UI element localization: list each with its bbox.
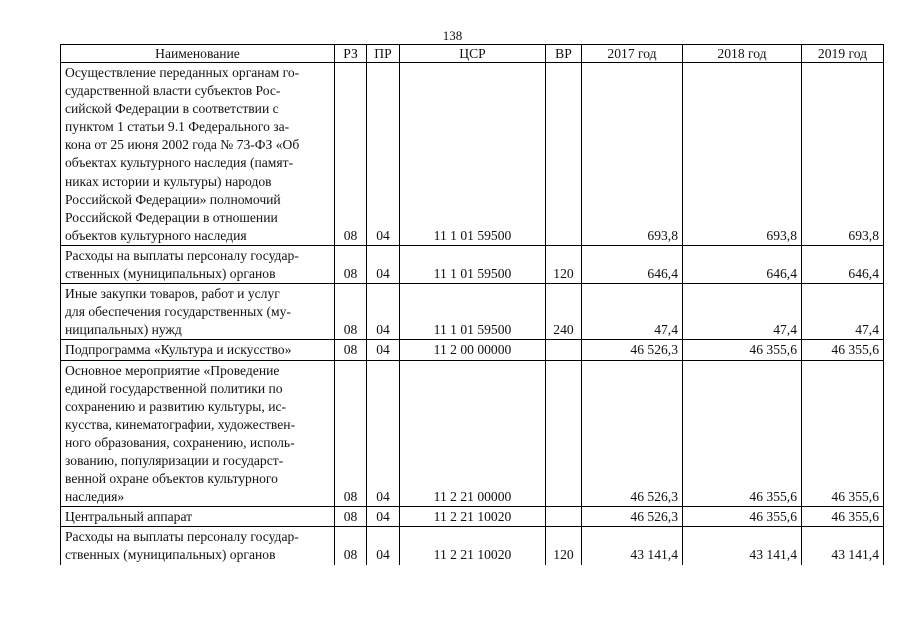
name-line: Российской Федерации» полномочий — [65, 191, 281, 207]
cell-rz: 08 — [335, 507, 367, 527]
cell-rz: 08 — [335, 245, 367, 283]
header-csr: ЦСР — [400, 45, 546, 63]
name-line: Российской Федерации в отношении — [65, 209, 278, 225]
cell-y2018: 46 355,6 — [683, 360, 802, 507]
name-line: ственных (муниципальных) органов — [65, 266, 276, 282]
cell-vr — [546, 340, 582, 360]
name-line: для обеспечения государственных (му- — [65, 304, 291, 320]
cell-csr: 11 1 01 59500 — [400, 284, 546, 340]
table-row — [61, 507, 884, 527]
cell-y2019: 693,8 — [802, 63, 884, 246]
cell-csr: 11 2 21 10020 — [400, 527, 546, 565]
table-row — [61, 527, 884, 565]
cell-y2018: 693,8 — [683, 63, 802, 246]
name-line: венной охране объектов культурного — [65, 471, 278, 487]
name-line: сохранению и развитию культуры, ис- — [65, 398, 287, 414]
cell-y2019: 46 355,6 — [802, 340, 884, 360]
table-row — [61, 245, 884, 283]
cell-y2017: 46 526,3 — [582, 507, 683, 527]
cell-rz: 08 — [335, 527, 367, 565]
cell-y2019: 46 355,6 — [802, 360, 884, 507]
cell-name — [61, 245, 335, 283]
name-line: Расходы на выплаты персоналу государ- — [65, 529, 299, 545]
cell-y2017: 646,4 — [582, 245, 683, 283]
cell-pr: 04 — [367, 527, 400, 565]
header-rz: РЗ — [335, 45, 367, 63]
cell-y2017: 43 141,4 — [582, 527, 683, 565]
cell-name — [61, 284, 335, 340]
name-line: кусства, кинематографии, художествен- — [65, 416, 296, 432]
cell-vr — [546, 360, 582, 507]
page-number: 138 — [442, 28, 463, 43]
cell-y2018: 47,4 — [683, 284, 802, 340]
cell-y2019: 47,4 — [802, 284, 884, 340]
cell-pr: 04 — [367, 507, 400, 527]
cell-y2017: 693,8 — [582, 63, 683, 246]
name-line: единой государственной политики по — [65, 380, 283, 396]
name-line: Подпрограмма «Культура и искусство» — [65, 342, 292, 358]
name-line: ного образования, сохранению, исполь- — [65, 434, 295, 450]
cell-name — [61, 527, 335, 565]
name-line: Осуществление переданных органам го- — [65, 65, 300, 80]
name-line: Расходы на выплаты персоналу государ- — [65, 247, 299, 263]
name-line: ственных (муниципальных) органов — [65, 547, 276, 563]
cell-csr: 11 2 21 10020 — [400, 507, 546, 527]
cell-y2017: 47,4 — [582, 284, 683, 340]
name-line: объектах культурного наследия (памят- — [65, 155, 294, 171]
name-line: Центральный аппарат — [65, 509, 193, 525]
name-line: зованию, популяризации и государст- — [65, 452, 284, 468]
table-row — [61, 360, 884, 507]
cell-y2017: 46 526,3 — [582, 340, 683, 360]
table-row — [61, 63, 884, 246]
cell-csr: 11 2 00 00000 — [400, 340, 546, 360]
cell-csr: 11 1 01 59500 — [400, 245, 546, 283]
header-name: Наименование — [61, 45, 335, 63]
name-line: сударственной власти субъектов Рос- — [65, 83, 281, 99]
header-2018: 2018 год — [683, 45, 802, 63]
cell-rz: 08 — [335, 63, 367, 246]
cell-csr: 11 2 21 00000 — [400, 360, 546, 507]
header-2017: 2017 год — [582, 45, 683, 63]
cell-rz: 08 — [335, 284, 367, 340]
name-line: Основное мероприятие «Проведение — [65, 362, 280, 378]
name-line: кона от 25 июня 2002 года № 73-ФЗ «Об — [65, 137, 300, 153]
cell-pr: 04 — [367, 284, 400, 340]
table-body — [61, 63, 884, 565]
header-2019: 2019 год — [802, 45, 884, 63]
cell-name — [61, 340, 335, 360]
cell-csr: 11 1 01 59500 — [400, 63, 546, 246]
name-line: ниципальных) нужд — [65, 322, 182, 338]
cell-pr: 04 — [367, 360, 400, 507]
cell-name — [61, 63, 335, 246]
cell-name — [61, 507, 335, 527]
cell-y2019: 43 141,4 — [802, 527, 884, 565]
name-line: наследия» — [65, 489, 125, 505]
budget-table — [60, 44, 884, 565]
name-line: пунктом 1 статьи 9.1 Федерального за- — [65, 119, 290, 135]
cell-pr: 04 — [367, 63, 400, 246]
name-line: объектов культурного наследия — [65, 227, 247, 243]
cell-rz: 08 — [335, 340, 367, 360]
table-row — [61, 340, 884, 360]
name-line: сийской Федерации в соответствии с — [65, 101, 279, 117]
cell-vr: 240 — [546, 284, 582, 340]
header-pr: ПР — [367, 45, 400, 63]
cell-y2018: 46 355,6 — [683, 507, 802, 527]
cell-vr: 120 — [546, 527, 582, 565]
cell-pr: 04 — [367, 245, 400, 283]
cell-pr: 04 — [367, 340, 400, 360]
cell-y2019: 46 355,6 — [802, 507, 884, 527]
cell-vr — [546, 63, 582, 246]
cell-y2018: 646,4 — [683, 245, 802, 283]
cell-vr: 120 — [546, 245, 582, 283]
table-row — [61, 284, 884, 340]
cell-name — [61, 360, 335, 507]
cell-y2017: 46 526,3 — [582, 360, 683, 507]
header-vr: ВР — [546, 45, 582, 63]
cell-y2019: 646,4 — [802, 245, 884, 283]
cell-y2018: 43 141,4 — [683, 527, 802, 565]
cell-rz: 08 — [335, 360, 367, 507]
cell-y2018: 46 355,6 — [683, 340, 802, 360]
cell-vr — [546, 507, 582, 527]
table-header-row — [61, 45, 884, 63]
name-line: никах истории и культуры) народов — [65, 173, 272, 189]
name-line: Иные закупки товаров, работ и услуг — [65, 286, 280, 302]
